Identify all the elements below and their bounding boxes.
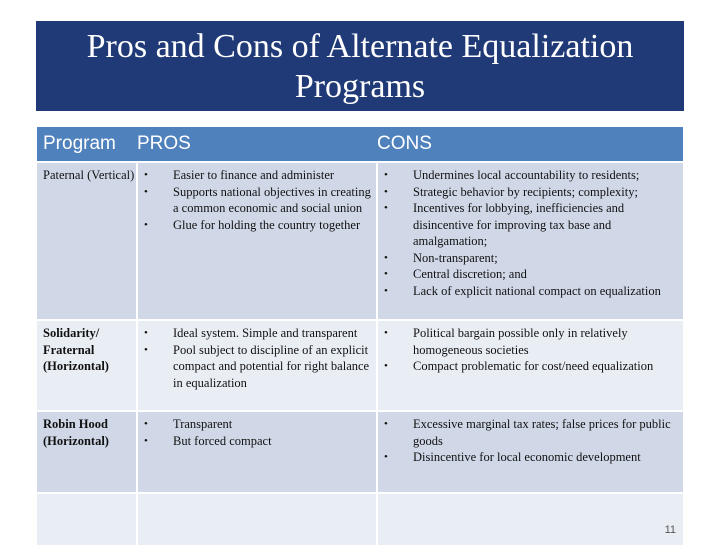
list-item: • Undermines local accountability to residents; bbox=[378, 167, 679, 184]
program-name: Robin Hood (Horizontal) bbox=[37, 411, 137, 493]
slide-title-bar bbox=[36, 21, 684, 111]
pros-list bbox=[138, 412, 376, 449]
table-header-row bbox=[37, 127, 683, 162]
table-row bbox=[37, 320, 683, 411]
list-item: • Ideal system. Simple and transparent bbox=[138, 325, 372, 342]
list-item: • Non-transparent; bbox=[378, 250, 679, 267]
list-item: • Glue for holding the country together bbox=[138, 217, 372, 234]
list-item: • Easier to finance and administer bbox=[138, 167, 372, 184]
pros-cell bbox=[137, 162, 377, 320]
table-row-empty bbox=[37, 493, 683, 546]
list-item: • Transparent bbox=[138, 416, 372, 433]
cons-list bbox=[378, 163, 683, 299]
cons-cell bbox=[377, 411, 683, 493]
list-item: • Incentives for lobbying, inefficiencies and disincentive for improving tax base and amalgamation; bbox=[378, 200, 679, 250]
pros-cons-table bbox=[37, 127, 683, 547]
page-number: 11 bbox=[664, 524, 676, 536]
program-name: Paternal (Vertical) bbox=[37, 162, 137, 320]
table-row bbox=[37, 162, 683, 320]
empty-cell bbox=[37, 493, 137, 546]
list-item: • Strategic behavior by recipients; complexity; bbox=[378, 184, 679, 201]
slide-title: Pros and Cons of Alternate Equalization Programs bbox=[86, 28, 634, 105]
list-item: • But forced compact bbox=[138, 433, 372, 450]
list-item: • Compact problematic for cost/need equalization bbox=[378, 358, 679, 375]
pros-cell bbox=[137, 411, 377, 493]
header-pros: PROS bbox=[137, 127, 377, 162]
list-item: • Central discretion; and bbox=[378, 266, 679, 283]
cons-list bbox=[378, 412, 683, 466]
pros-list bbox=[138, 163, 376, 233]
program-name: Solidarity/ Fraternal (Horizontal) bbox=[37, 320, 137, 411]
list-item: • Supports national objectives in creating a common economic and social union bbox=[138, 184, 372, 217]
cons-cell bbox=[377, 162, 683, 320]
header-cons: CONS bbox=[377, 127, 683, 162]
list-item: • Disincentive for local economic development bbox=[378, 449, 679, 466]
empty-cell bbox=[137, 493, 377, 546]
header-program: Program bbox=[37, 127, 137, 162]
list-item: • Excessive marginal tax rates; false prices for public goods bbox=[378, 416, 679, 449]
pros-cell bbox=[137, 320, 377, 411]
list-item: • Pool subject to discipline of an explicit compact and potential for right balance in equalization bbox=[138, 342, 372, 392]
cons-list bbox=[378, 321, 683, 375]
list-item: • Lack of explicit national compact on equalization bbox=[378, 283, 679, 300]
list-item: • Political bargain possible only in relatively homogeneous societies bbox=[378, 325, 679, 358]
empty-cell bbox=[377, 493, 683, 546]
table-row bbox=[37, 411, 683, 493]
cons-cell bbox=[377, 320, 683, 411]
pros-list bbox=[138, 321, 376, 391]
